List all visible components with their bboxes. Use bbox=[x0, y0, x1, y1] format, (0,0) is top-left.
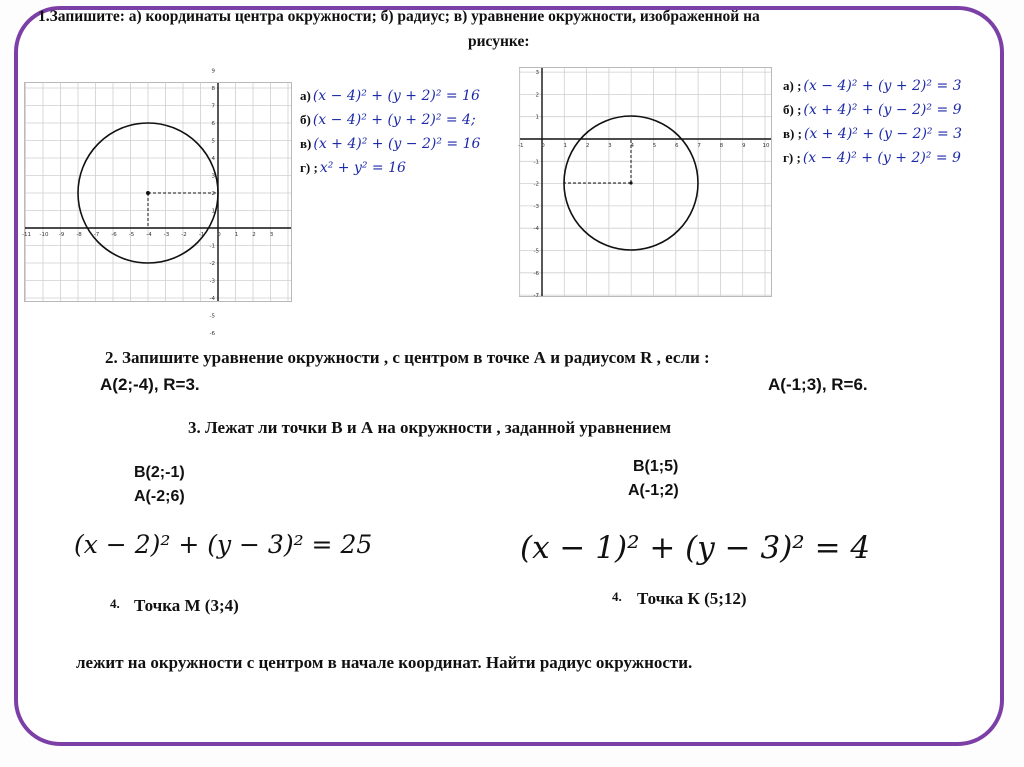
x-tick-label: 0 bbox=[217, 232, 221, 238]
graph-2-grid bbox=[517, 68, 772, 300]
task2-case-a: A(2;-4), R=3. bbox=[100, 375, 200, 394]
x-tick-label: 0 bbox=[541, 143, 545, 149]
option-equation: (x − 4)² + (y + 2)² = 9 bbox=[802, 150, 961, 166]
task1-line2: рисунке: bbox=[468, 33, 530, 50]
y-tick-label: -6 bbox=[209, 331, 215, 337]
option-label: а) ; bbox=[783, 78, 802, 93]
option-label: б) ; bbox=[783, 102, 802, 117]
option-label: в) bbox=[300, 136, 312, 151]
x-tick-label: -9 bbox=[58, 232, 65, 238]
y-tick-label: -4 bbox=[209, 296, 215, 302]
x-tick-label: -2 bbox=[181, 232, 187, 238]
x-tick-label: -3 bbox=[163, 232, 170, 238]
x-tick-label: 6 bbox=[675, 143, 679, 149]
y-tick-label: 1 bbox=[535, 114, 539, 121]
task4-right-number: 4. bbox=[612, 589, 622, 604]
option-label: г) ; bbox=[783, 150, 801, 165]
option-1c[interactable] bbox=[300, 132, 480, 156]
task2-title: 2. Запишите уравнение окружности , с центром в точке А и радиусом R , если : bbox=[105, 348, 710, 367]
option-label: г) ; bbox=[300, 160, 318, 175]
y-tick-label: 8 bbox=[211, 86, 215, 92]
option-equation: (x − 4)² + (y + 2)² = 3 bbox=[803, 78, 962, 94]
task2-case-b: A(-1;3), R=6. bbox=[768, 375, 868, 394]
options-group-1 bbox=[300, 84, 480, 180]
y-tick-label: -3 bbox=[533, 203, 539, 210]
task4-left-number: 4. bbox=[110, 596, 120, 611]
graph-border bbox=[25, 83, 292, 302]
option-label: а) bbox=[300, 88, 311, 103]
x-tick-label: 10 bbox=[762, 143, 770, 149]
task4-bottom-text: лежит на окружности с центром в начале координат. Найти радиус окружности. bbox=[76, 653, 693, 672]
y-tick-label: -2 bbox=[533, 181, 539, 188]
option-equation: (x − 4)² + (y + 2)² = 16 bbox=[312, 88, 480, 104]
option-equation: x² + y² = 16 bbox=[319, 160, 406, 176]
y-tick-label: -3 bbox=[209, 278, 215, 285]
y-tick-label: 5 bbox=[211, 138, 215, 145]
task4-left-text: Точка М (3;4) bbox=[134, 596, 239, 615]
option-equation: (x + 4)² + (y − 2)² = 16 bbox=[313, 136, 481, 152]
x-tick-label: 8 bbox=[719, 143, 724, 149]
option-1d[interactable] bbox=[300, 156, 480, 180]
task3-title: 3. Лежат ли точки В и А на окружности , заданной уравнением bbox=[188, 418, 672, 437]
x-tick-label: -5 bbox=[128, 232, 135, 238]
x-tick-label: 9 bbox=[741, 143, 746, 149]
x-tick-label: -11 bbox=[22, 232, 31, 238]
x-tick-label: -7 bbox=[93, 232, 100, 238]
x-tick-label: 4 bbox=[630, 143, 634, 149]
x-tick-label: 2 bbox=[252, 232, 256, 238]
x-tick-label: -6 bbox=[111, 232, 117, 238]
option-equation: (x − 4)² + (y + 2)² = 4; bbox=[312, 112, 476, 128]
option-2b[interactable] bbox=[783, 98, 962, 122]
y-tick-label: -6 bbox=[533, 270, 539, 277]
x-tick-label: -10 bbox=[39, 232, 49, 238]
option-equation: (x + 4)² + (y − 2)² = 9 bbox=[803, 102, 962, 118]
task3-left-point-a: A(-2;6) bbox=[134, 488, 185, 505]
y-tick-label: -4 bbox=[533, 226, 539, 233]
task3-equation-right: (x − 1)² + (y − 3)² = 4 bbox=[520, 530, 871, 566]
task3-right-point-b: B(1;5) bbox=[633, 458, 679, 475]
y-tick-label: -1 bbox=[533, 159, 539, 166]
x-tick-label: 3 bbox=[608, 143, 612, 149]
graph-2-circle bbox=[517, 67, 772, 300]
x-tick-label: 2 bbox=[585, 143, 590, 149]
y-tick-label: 1 bbox=[211, 208, 215, 215]
x-tick-label: 1 bbox=[234, 232, 239, 238]
task3-left-point-b: B(2;-1) bbox=[134, 464, 185, 481]
option-2a[interactable] bbox=[783, 74, 962, 98]
option-equation: (x + 4)² + (y − 2)² = 3 bbox=[803, 126, 963, 142]
option-1b[interactable] bbox=[300, 108, 480, 132]
option-label: б) bbox=[300, 112, 311, 127]
y-tick-label: 4 bbox=[211, 156, 215, 162]
x-tick-label: 3 bbox=[269, 232, 274, 238]
y-tick-label: -5 bbox=[533, 248, 539, 255]
graph-border bbox=[517, 68, 772, 300]
x-tick-label: 7 bbox=[697, 143, 701, 149]
task3-equation-left: (x − 2)² + (y − 3)² = 25 bbox=[74, 530, 373, 559]
graph-1-circle bbox=[22, 68, 292, 337]
graph-1-grid bbox=[25, 83, 292, 302]
task1-line1: 1.Запишите: а) координаты центра окружности; б) радиус; в) уравнение окружности, изображенной на bbox=[38, 8, 760, 25]
x-tick-label: 1 bbox=[563, 143, 568, 149]
y-tick-label: 7 bbox=[211, 103, 215, 110]
option-label: в) ; bbox=[783, 126, 802, 141]
y-tick-label: -5 bbox=[209, 313, 215, 320]
y-tick-label: -7 bbox=[533, 293, 539, 300]
x-tick-label: -1 bbox=[517, 143, 524, 149]
task3-right-point-a: A(-1;2) bbox=[628, 482, 679, 499]
y-tick-label: 6 bbox=[211, 121, 215, 127]
y-tick-label: 3 bbox=[211, 173, 215, 180]
y-tick-label: 2 bbox=[535, 92, 539, 99]
y-tick-label: 9 bbox=[211, 68, 215, 75]
y-tick-label: 3 bbox=[535, 70, 539, 77]
options-group-2 bbox=[783, 74, 962, 170]
option-1a[interactable] bbox=[300, 84, 480, 108]
option-2d[interactable] bbox=[783, 146, 962, 170]
x-tick-label: 5 bbox=[652, 143, 657, 149]
x-tick-label: -4 bbox=[146, 232, 152, 238]
option-2c[interactable] bbox=[783, 122, 962, 146]
y-tick-label: -1 bbox=[209, 243, 215, 250]
y-tick-label: -2 bbox=[209, 261, 215, 267]
y-tick-label: 2 bbox=[211, 191, 215, 197]
x-tick-label: -1 bbox=[198, 232, 205, 238]
x-tick-label: -8 bbox=[76, 232, 82, 238]
task4-right-text: Точка К (5;12) bbox=[637, 589, 747, 608]
